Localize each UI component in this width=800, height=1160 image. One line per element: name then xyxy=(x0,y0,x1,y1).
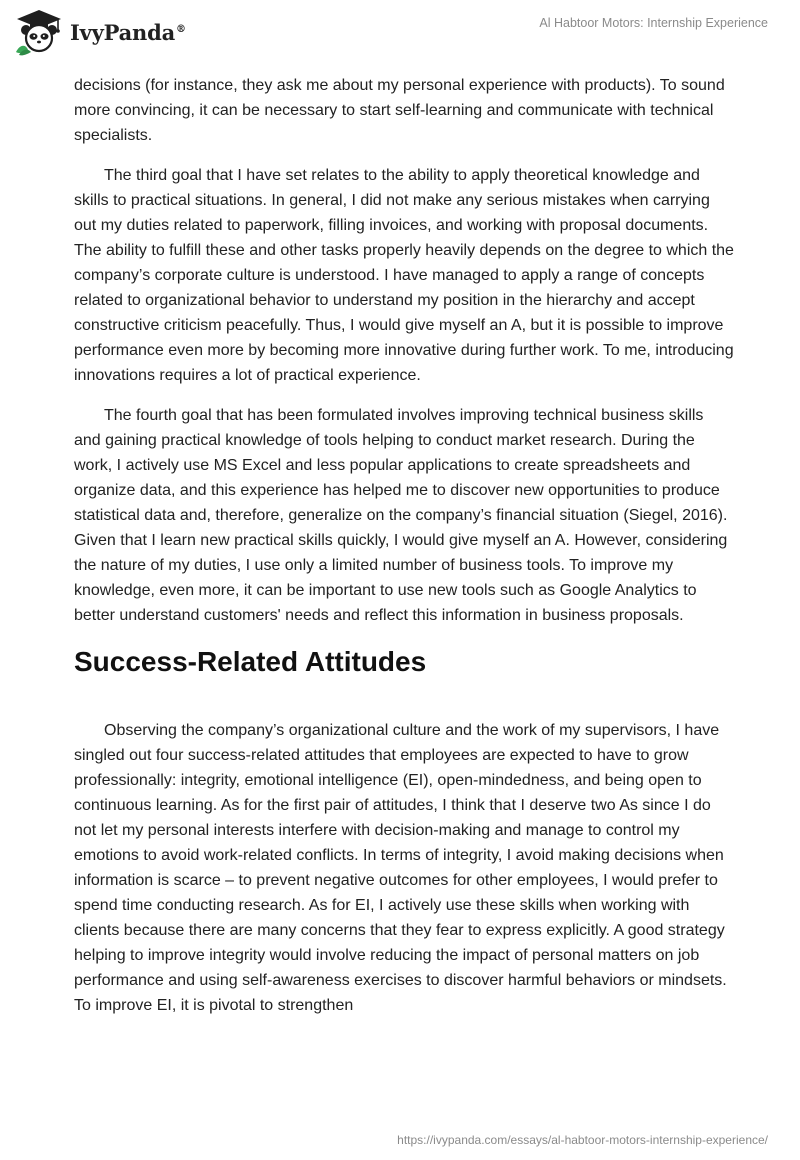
essay-body xyxy=(74,73,734,1033)
document-title: Al Habtoor Motors: Internship Experience xyxy=(539,16,768,30)
source-url[interactable]: https://ivypanda.com/essays/al-habtoor-motors-internship-experience/ xyxy=(397,1133,768,1147)
registered-mark: ® xyxy=(176,23,186,35)
paragraph-attitudes: Observing the company’s organizational culture and the work of my supervisors, I have singled out four success-related attitudes that employees are expected to have to grow professionally: integrity, emotional intelligence (EI), open-mindedness, and being open to continuous learning. As for the first pair of attitudes, I think that I deserve two As since I do not let my personal interests interfere with decision-making and manage to control my emotions to avoid work-related conflicts. In terms of integrity, I avoid making decisions when information is scarce – to prevent negative outcomes for other employees, I would prefer to spend time conducting research. As for EI, I actively use these skills when working with clients because there are many concerns that they fear to express explicitly. A good strategy helping to improve integrity would involve reducing the impact of personal matters on job performance and using self-awareness exercises to discover harmful behaviors or mindsets. To improve EI, it is pivotal to strengthen xyxy=(74,722,727,1014)
paragraph-third-goal: The third goal that I have set relates to the ability to apply theoretical knowledge and skills to practical situations. In general, I did not make any serious mistakes when carrying out my duties related to paperwork, filling invoices, and working with proposal documents. The ability to fulfill these and other tasks properly heavily depends on the degree to which the company’s corporate culture is understood. I have managed to apply a range of concepts related to organizational behavior to understand my position in the hierarchy and accept constructive criticism peacefully. Thus, I would give myself an A, but it is possible to improve performance even more by becoming more innovative during further work. To me, introducing innovations requires a lot of practical experience. xyxy=(74,167,734,384)
panda-graduate-icon xyxy=(14,8,64,56)
ivypanda-logo[interactable] xyxy=(14,8,186,56)
section-heading: Success-Related Attitudes xyxy=(74,646,427,677)
brand-name: IvyPanda® xyxy=(70,19,186,45)
paragraph-fourth-goal: The fourth goal that has been formulated involves improving technical business skills and gaining practical knowledge of tools helping to conduct market research. During the work, I actively use MS Excel and less popular applications to create spreadsheets and organize data, and this experience has helped me to discover new opportunities to produce statistical data and, therefore, generalize on the company’s financial situation (Siegel, 2016). Given that I learn new practical skills quickly, I would give myself an A. However, considering the nature of my duties, I use only a limited number of business tools. To improve my knowledge, even more, it can be important to use new tools such as Google Analytics to better understand customers' needs and reflect this information in business proposals. xyxy=(74,407,728,624)
page-header xyxy=(0,0,800,70)
paragraph-continuation: decisions (for instance, they ask me about my personal experience with products). To sound more convincing, it can be necessary to start self-learning and communicate with technical specialists. xyxy=(74,77,725,144)
